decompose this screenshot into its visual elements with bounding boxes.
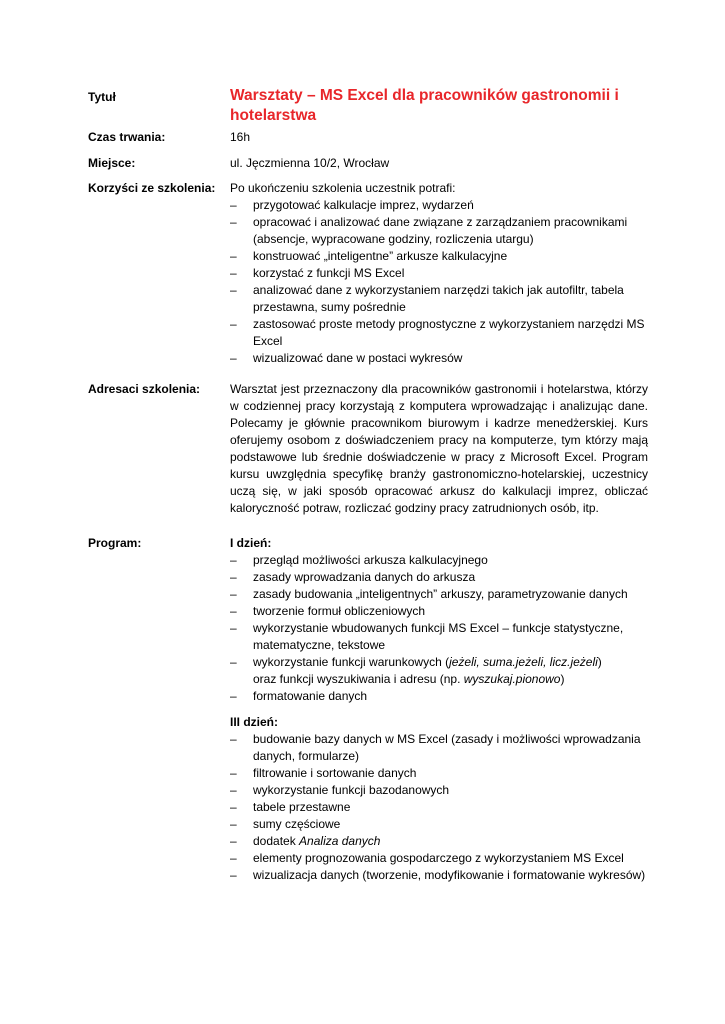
program-item-text: zasady wprowadzania danych do arkusza [253,570,476,584]
title-value-cell [230,86,648,126]
list-item [230,603,648,620]
list-item [230,214,648,248]
title-row [88,86,648,126]
program-item-text: wykorzystanie funkcji bazodanowych [253,783,450,797]
dash-bullet: – [230,851,237,865]
conditional-text-a: wykorzystanie funkcji warunkowych ( [253,655,450,669]
benefits-row [88,180,648,367]
lookup-text-d: oraz funkcji wyszukiwania i adresu (np. [253,672,464,686]
dash-bullet: – [230,249,237,263]
program-item-text: budowanie bazy danych w MS Excel (zasady i możliwości wprowadzania danych, formularze) [253,732,641,763]
dash-bullet: – [230,732,237,746]
day-3-heading: III dzień: [230,715,278,729]
dash-bullet: – [230,351,237,365]
day-3-list [230,731,648,884]
dash-bullet: – [230,621,237,635]
duration-label: Czas trwania: [88,130,166,144]
program-item-text [253,834,380,848]
dash-bullet: – [230,317,237,331]
day-1-heading: I dzień: [230,536,272,550]
dash-bullet: – [230,655,237,669]
benefit-text: zastosować proste metody prognostyczne z wykorzystaniem narzędzi MS Excel [253,317,645,348]
program-item-text: elementy prognozowania gospodarczego z wykorzystaniem MS Excel [253,851,624,865]
list-item [230,552,648,569]
list-item [230,316,648,350]
list-item [230,248,648,265]
benefit-text: korzystać z funkcji MS Excel [253,266,405,280]
benefit-text: wizualizować dane w postaci wykresów [253,351,463,365]
dash-bullet: – [230,689,237,703]
list-item [230,833,648,850]
benefit-text: opracować i analizować dane związane z zarządzaniem pracownikami (absencje, wypracowane godziny, rozliczenia utargu) [253,215,628,246]
addon-name: Analiza danych [299,834,381,848]
dash-bullet: – [230,604,237,618]
list-item [230,688,648,705]
benefits-intro: Po ukończeniu szkolenia uczestnik potrafi: [230,181,456,195]
dash-bullet: – [230,868,237,882]
day-1-list [230,552,648,705]
list-item [230,765,648,782]
program-item-text: tworzenie formuł obliczeniowych [253,604,426,618]
dash-bullet: – [230,834,237,848]
program-item-text: przegląd możliwości arkusza kalkulacyjnego [253,553,488,567]
benefit-text: przygotować kalkulacje imprez, wydarzeń [253,198,474,212]
dash-bullet: – [230,283,237,297]
title-label: Tytuł [88,90,116,104]
list-item [230,265,648,282]
program-item-text: wizualizacja danych (tworzenie, modyfikowanie i formatowanie wykresów) [253,868,646,882]
program-value [230,535,648,884]
duration-row [88,129,648,146]
duration-value: 16h [230,130,251,144]
program-item-text: sumy częściowe [253,817,341,831]
list-item [230,282,648,316]
list-item [230,350,648,367]
dash-bullet: – [230,766,237,780]
dash-bullet: – [230,570,237,584]
list-item [230,197,648,214]
program-item-text: formatowanie danych [253,689,368,703]
dash-bullet: – [230,817,237,831]
list-item [230,569,648,586]
dash-bullet: – [230,800,237,814]
list-item [230,731,648,765]
audience-row [88,381,648,517]
lookup-function: wyszukaj.pionowo [463,672,561,686]
list-item [230,782,648,799]
program-item-text: wykorzystanie wbudowanych funkcji MS Excel – funkcje statystyczne, matematyczne, tekstowe [253,621,624,652]
day-3-block [230,714,648,884]
program-item-text: zasady budowania „inteligentnych” arkuszy, parametryzowanie danych [253,587,628,601]
place-row [88,155,648,172]
addon-text-a: dodatek [253,834,300,848]
benefits-label: Korzyści ze szkolenia: [88,181,216,195]
program-item-text: filtrowanie i sortowanie danych [253,766,417,780]
list-item [230,620,648,654]
dash-bullet: – [230,587,237,601]
list-item [230,816,648,833]
program-label: Program: [88,536,142,550]
place-value: ul. Jęczmienna 10/2, Wrocław [230,156,390,170]
conditional-functions: jeżeli, suma.jeżeli, licz.jeżeli [449,655,598,669]
benefits-value [230,180,648,367]
audience-label: Adresaci szkolenia: [88,382,201,396]
place-label: Miejsce: [88,156,136,170]
dash-bullet: – [230,266,237,280]
program-item-text: tabele przestawne [253,800,351,814]
audience-text: Warsztat jest przeznaczony dla pracowników gastronomii i hotelarstwa, którzy w codziennej pracy korzystają z komputera wprowadzając i analizując dane. Polecamy je głównie pracownikom biurowym i kadrze menedżerskiej. Kurs oferujemy osobom z doświadczeniem pracy na komputerze, tym którzy mają podstawowe lub średnie doświadczenie w pracy z Microsoft Excel. Program kursu uwzględnia specyfikę branży gastronomiczno-hotelarskiej, uczestnicy uczą się, w jaki sposób opracować arkusz do kalkulacji imprez, obliczać kaloryczność potraw, rozliczać godziny pracy zatrudnionych osób, itp. [230,382,648,515]
program-item-text [253,655,602,686]
program-row [88,535,648,884]
benefits-list [230,197,648,367]
benefit-text: konstruować „inteligentne” arkusze kalkulacyjne [253,249,508,263]
lookup-text-f: ) [560,672,565,686]
document-page [88,86,648,884]
dash-bullet: – [230,215,237,229]
dash-bullet: – [230,553,237,567]
list-item [230,654,648,688]
list-item [230,586,648,603]
day-1-block [230,535,648,705]
document-title: Warsztaty – MS Excel dla pracowników gastronomii i hotelarstwa [230,87,619,124]
conditional-text-c: ) [597,655,602,669]
list-item [230,850,648,867]
dash-bullet: – [230,783,237,797]
benefit-text: analizować dane z wykorzystaniem narzędzi takich jak autofiltr, tabela przestawna, sumy pośrednie [253,283,624,314]
dash-bullet: – [230,198,237,212]
list-item [230,799,648,816]
list-item [230,867,648,884]
